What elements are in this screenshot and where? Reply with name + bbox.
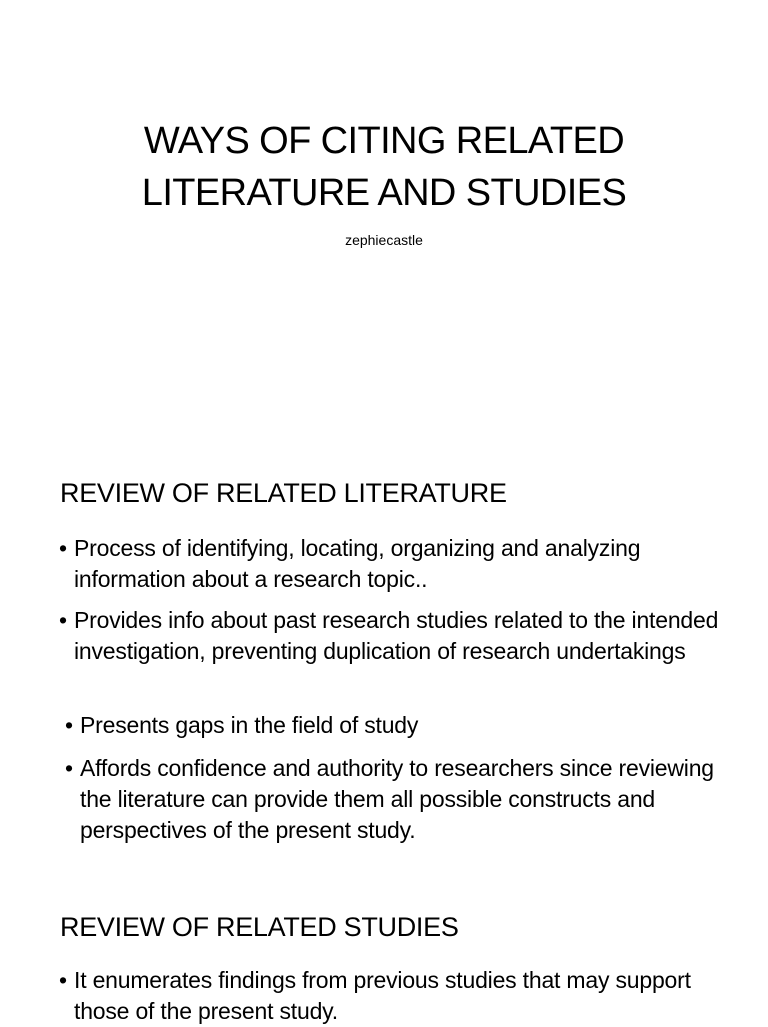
bullet-text: It enumerates findings from previous studies that may support those of the present study. xyxy=(74,967,691,1024)
bullet-icon: • xyxy=(59,535,67,561)
bullet-text: Affords confidence and authority to researchers since reviewing the literature can provide them all possible constructs and perspectives of the present study. xyxy=(80,755,714,843)
bullet-text: Provides info about past research studies related to the intended investigation, preventing duplication of research undertakings xyxy=(74,607,719,664)
bullet-icon: • xyxy=(65,712,73,738)
slide-subtitle: zephiecastle xyxy=(345,232,423,248)
bullet-item xyxy=(59,605,728,667)
bullet-list-literature-continued xyxy=(65,710,728,846)
content-slide xyxy=(0,448,768,1024)
bullet-item xyxy=(65,753,728,846)
bullet-item xyxy=(59,965,728,1027)
slide-title-line-2: LITERATURE AND STUDIES xyxy=(141,172,627,214)
bullet-text: Presents gaps in the field of study xyxy=(80,712,419,738)
bullet-item xyxy=(65,710,728,741)
title-slide xyxy=(0,0,768,448)
slide-title-line-1: WAYS OF CITING RELATED xyxy=(143,120,625,162)
slide-title xyxy=(40,115,728,219)
section-heading-literature: REVIEW OF RELATED LITERATURE xyxy=(60,478,507,508)
bullet-icon: • xyxy=(59,967,67,993)
bullet-list-studies xyxy=(59,965,728,1027)
bullet-text: Process of identifying, locating, organizing and analyzing information about a research topic.. xyxy=(74,535,641,592)
section-heading-studies: REVIEW OF RELATED STUDIES xyxy=(60,912,459,942)
bullet-icon: • xyxy=(59,607,67,633)
bullet-icon: • xyxy=(65,755,73,781)
bullet-list-literature xyxy=(59,533,728,677)
bullet-item xyxy=(59,533,728,595)
